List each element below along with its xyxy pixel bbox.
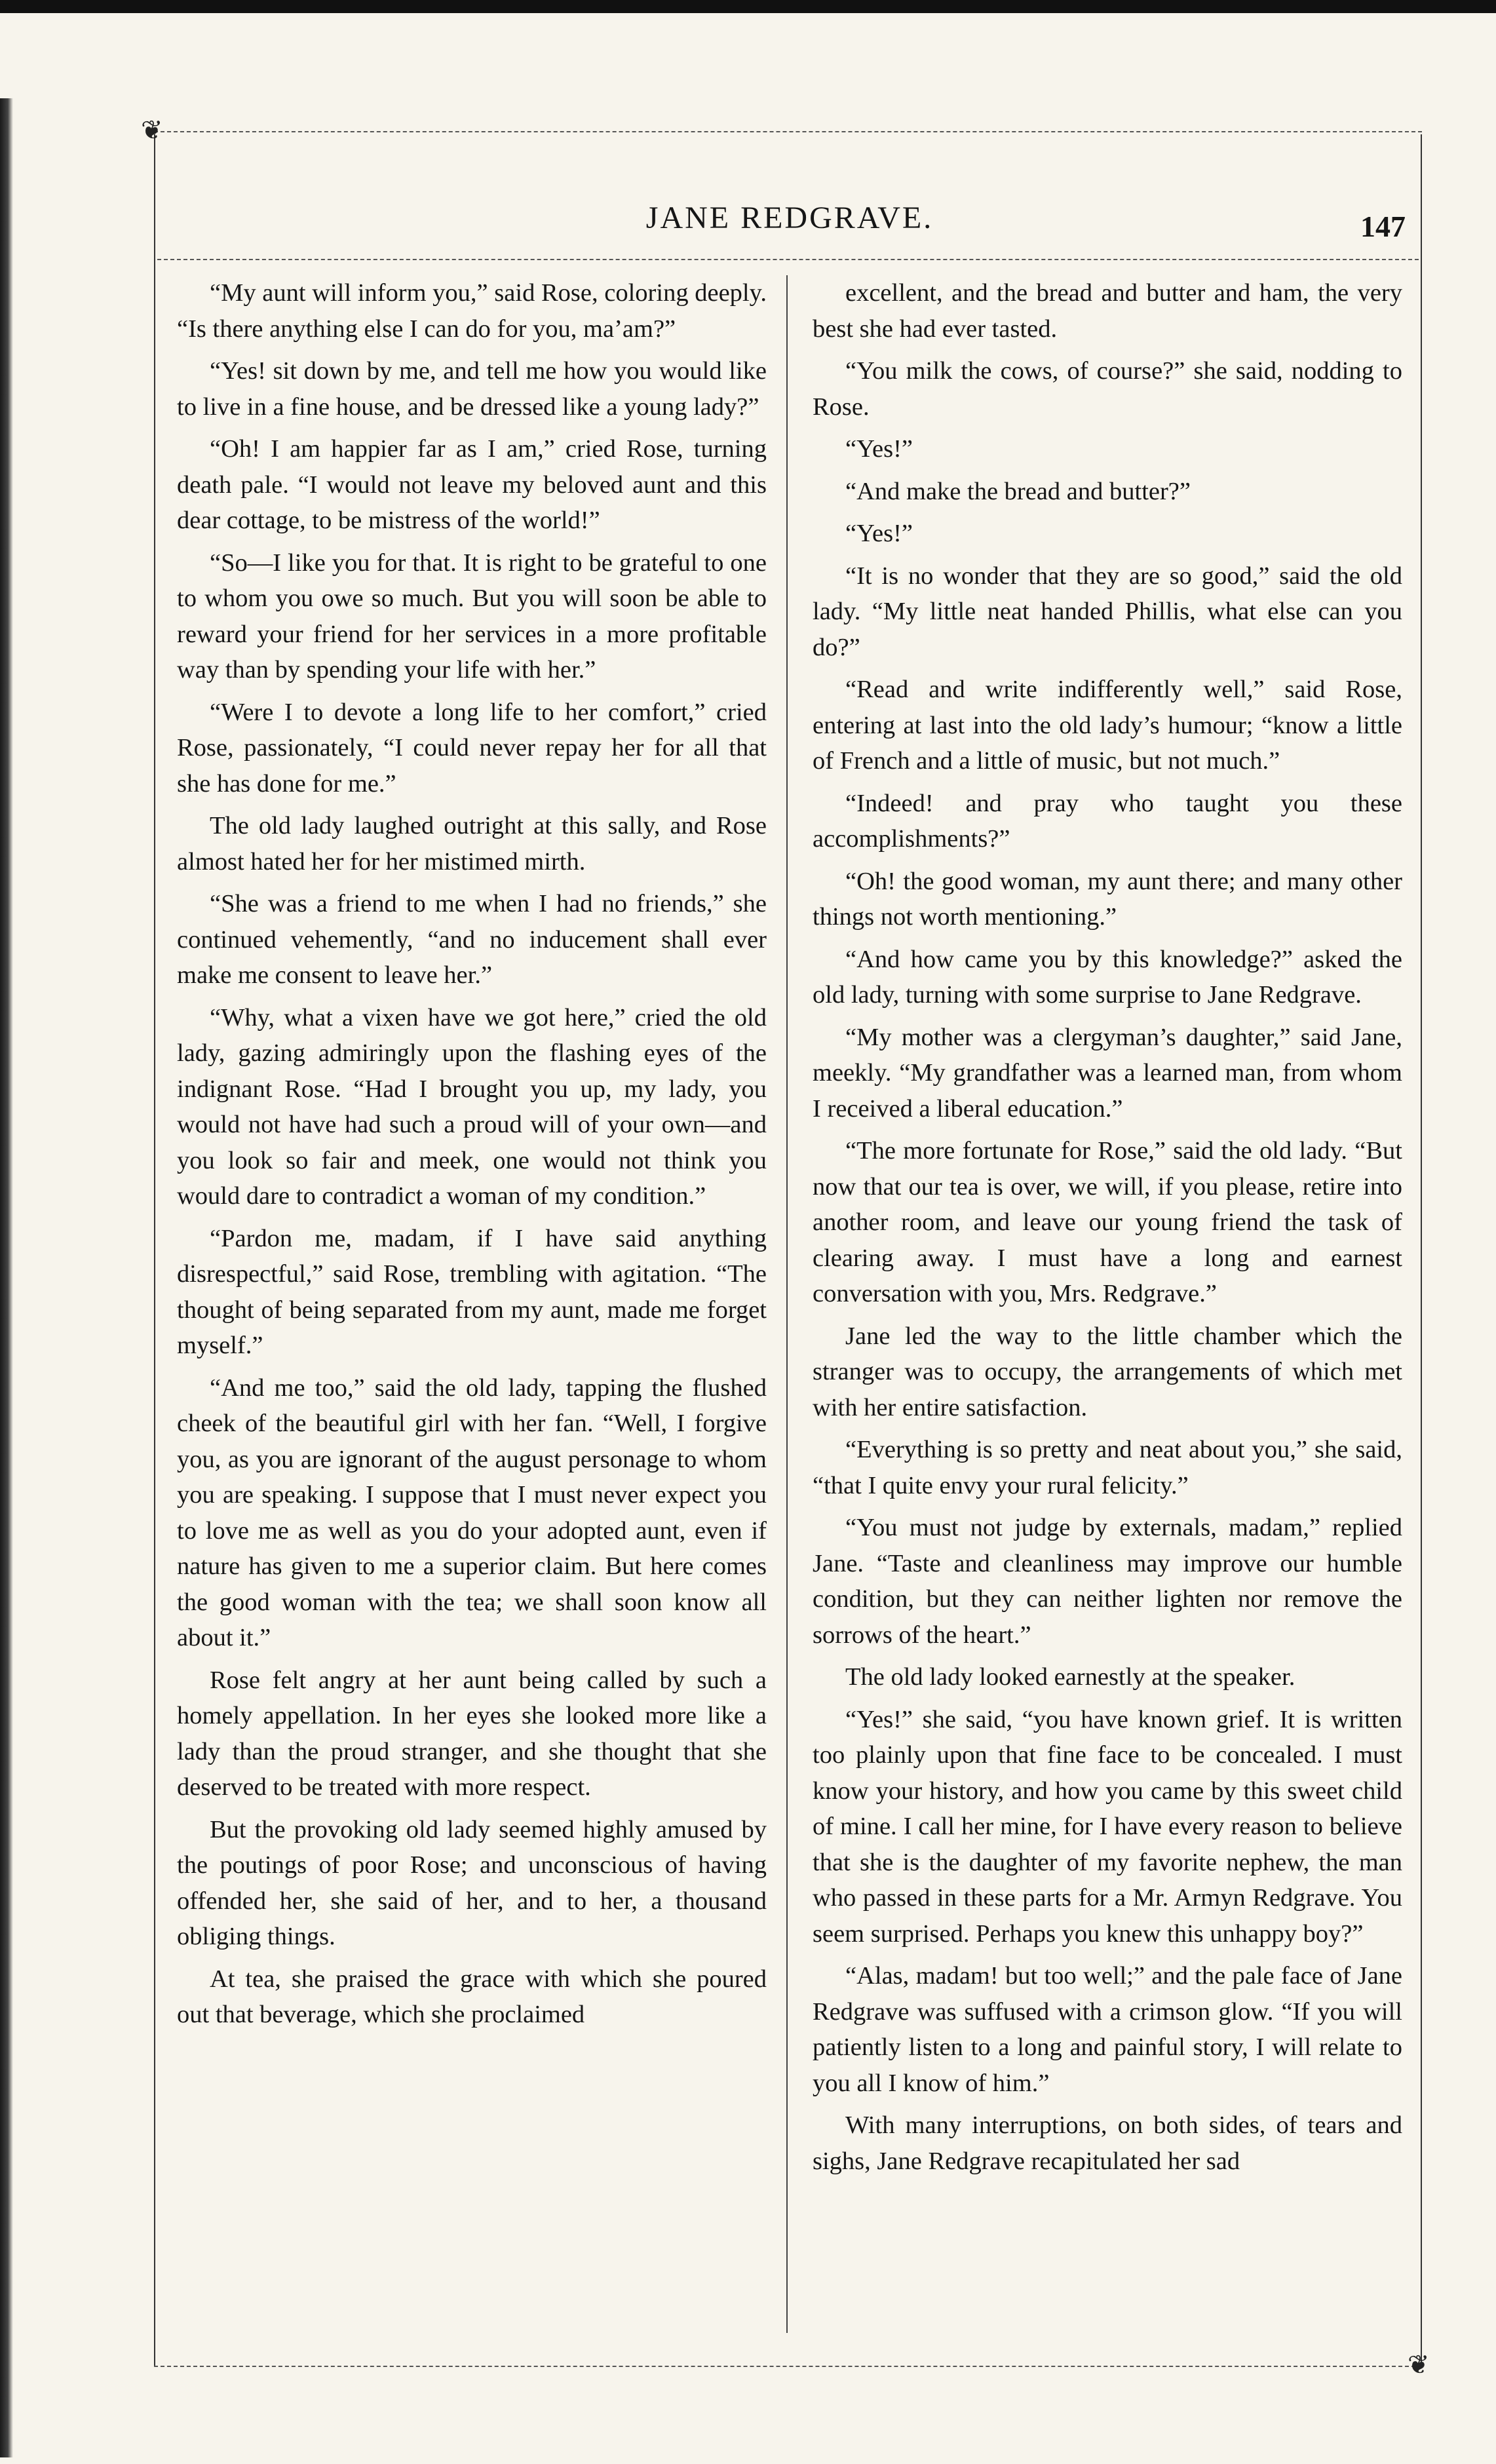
paragraph: At tea, she praised the grace with which she poured out that beverage, which she proclaimed — [177, 1965, 767, 2028]
paragraph: “So—I like you for that. It is right to be grateful to one to whom you owe so much. But you will soon be able to reward your friend for her services in a more profitable way than by spending your life with her.” — [177, 549, 767, 683]
paragraph: “Indeed! and pray who taught you these accomplishments?” — [813, 789, 1402, 853]
paragraph: Rose felt angry at her aunt being called by such a homely appellation. In her eyes she looked more like a lady than the proud stranger, and she thought that she deserved to be treated with more respect. — [177, 1666, 767, 1801]
paragraph: “Everything is so pretty and neat about you,” she said, “that I quite envy your rural felicity.” — [813, 1436, 1402, 1499]
left-scan-edge — [0, 98, 13, 2457]
paragraph: “Yes! sit down by me, and tell me how you would like to live in a fine house, and be dressed like a young lady?” — [177, 357, 767, 421]
paragraph: “You must not judge by externals, madam,” replied Jane. “Taste and cleanliness may improve our humble condition, but they can neither lighten nor remove the sorrows of the heart.” — [813, 1514, 1402, 1649]
paragraph: “And make the bread and butter?” — [845, 477, 1191, 505]
paragraph: “You milk the cows, of course?” she said, nodding to Rose. — [813, 357, 1402, 421]
paragraph: With many interruptions, on both sides, of tears and sighs, Jane Redgrave recapitulated her sad — [813, 2111, 1402, 2175]
paragraph: “Why, what a vixen have we got here,” cried the old lady, gazing admiringly upon the flashing eyes of the indignant Rose. “Had I brought you up, my lady, you would not have had such a proud will of your own—and you look so fair and meek, one would not think you would dare to contradict a woman of my condition.” — [177, 1003, 767, 1210]
paragraph: excellent, and the bread and butter and ham, the very best she had ever tasted. — [813, 279, 1402, 343]
paragraph: “Pardon me, madam, if I have said anything disrespectful,” said Rose, trembling with agitation. “The thought of being separated from my aunt, made me forget myself.” — [177, 1224, 767, 1359]
paragraph: “She was a friend to me when I had no friends,” she continued vehemently, “and no inducement shall ever make me consent to leave her.” — [177, 890, 767, 989]
paragraph: The old lady laughed outright at this sally, and Rose almost hated her for her mistimed mirth. — [177, 812, 767, 876]
bottom-border — [154, 2366, 1422, 2367]
paragraph: “And me too,” said the old lady, tapping the flushed cheek of the beautiful girl with her fan. “Well, I forgive you, as you are ignorant of the august personage to whom you are speaking. I suppose that I must never expect you to love me as well as you do your adopted aunt, even if nature has given to me a superior claim. But here comes the good woman with the tea; we shall soon know all about it.” — [177, 1374, 767, 1651]
right-border — [1421, 134, 1422, 2366]
paragraph: “Yes!” — [845, 520, 913, 547]
top-border — [154, 131, 1422, 132]
column-divider — [786, 275, 788, 2333]
paragraph: “Read and write indifferently well,” said Rose, entering at last into the old lady’s humour; “know a little of French and a little of music, but not much.” — [813, 676, 1402, 775]
paragraph: “Yes!” she said, “you have known grief. It is written too plainly upon that fine face to be concealed. I must know your history, and how you came by this sweet child of mine. I call her mine, for I have every reason to believe that she is the daughter of my favorite nephew, the man who passed in these parts for a Mr. Armyn Redgrave. You seem surprised. Perhaps you knew this unhappy boy?” — [813, 1705, 1402, 1948]
paragraph: “Oh! the good woman, my aunt there; and many other things not worth mentioning.” — [813, 867, 1402, 931]
corner-ornament-icon: ❦ — [1408, 2350, 1430, 2379]
running-title: JANE REDGRAVE. — [645, 201, 934, 235]
left-column — [177, 275, 767, 2039]
paragraph: Jane led the way to the little chamber which the stranger was to occupy, the arrangements of which met with her entire satisfaction. — [813, 1322, 1402, 1421]
paragraph: “My mother was a clergyman’s daughter,” said Jane, meekly. “My grandfather was a learned man, from whom I received a liberal education.” — [813, 1023, 1402, 1123]
left-border — [154, 134, 155, 2366]
paragraph: But the provoking old lady seemed highly amused by the poutings of poor Rose; and unconscious of having offended her, she said of her, and to her, a thousand obliging things. — [177, 1815, 767, 1950]
paragraph: “Oh! I am happier far as I am,” cried Rose, turning death pale. “I would not leave my beloved aunt and this dear cottage, to be mistress of the world!” — [177, 435, 767, 534]
header-rule — [157, 259, 1419, 260]
paragraph: “My aunt will inform you,” said Rose, coloring deeply. “Is there anything else I can do for you, ma’am?” — [177, 279, 767, 343]
corner-ornament-icon: ❦ — [141, 115, 163, 145]
page-number: 147 — [1360, 210, 1406, 243]
page-header — [151, 200, 1429, 246]
paragraph: The old lady looked earnestly at the speaker. — [845, 1663, 1295, 1691]
top-scan-band — [0, 0, 1496, 13]
paragraph: “It is no wonder that they are so good,” said the old lady. “My little neat handed Phillis, what else can you do?” — [813, 562, 1402, 661]
paragraph: “Yes!” — [845, 435, 913, 463]
paragraph: “Alas, madam! but too well;” and the pale face of Jane Redgrave was suffused with a crimson glow. “If you will patiently listen to a long and painful story, I will relate to you all I know of him.” — [813, 1962, 1402, 2097]
paragraph: “Were I to devote a long life to her comfort,” cried Rose, passionately, “I could never repay her for all that she has done for me.” — [177, 698, 767, 798]
paragraph: “And how came you by this knowledge?” asked the old lady, turning with some surprise to Jane Redgrave. — [813, 945, 1402, 1009]
right-column — [813, 275, 1402, 2185]
paragraph: “The more fortunate for Rose,” said the old lady. “But now that our tea is over, we will, if you please, retire into another room, and leave our young friend the task of clearing away. I must have a long and earnest conversation with you, Mrs. Redgrave.” — [813, 1137, 1402, 1307]
